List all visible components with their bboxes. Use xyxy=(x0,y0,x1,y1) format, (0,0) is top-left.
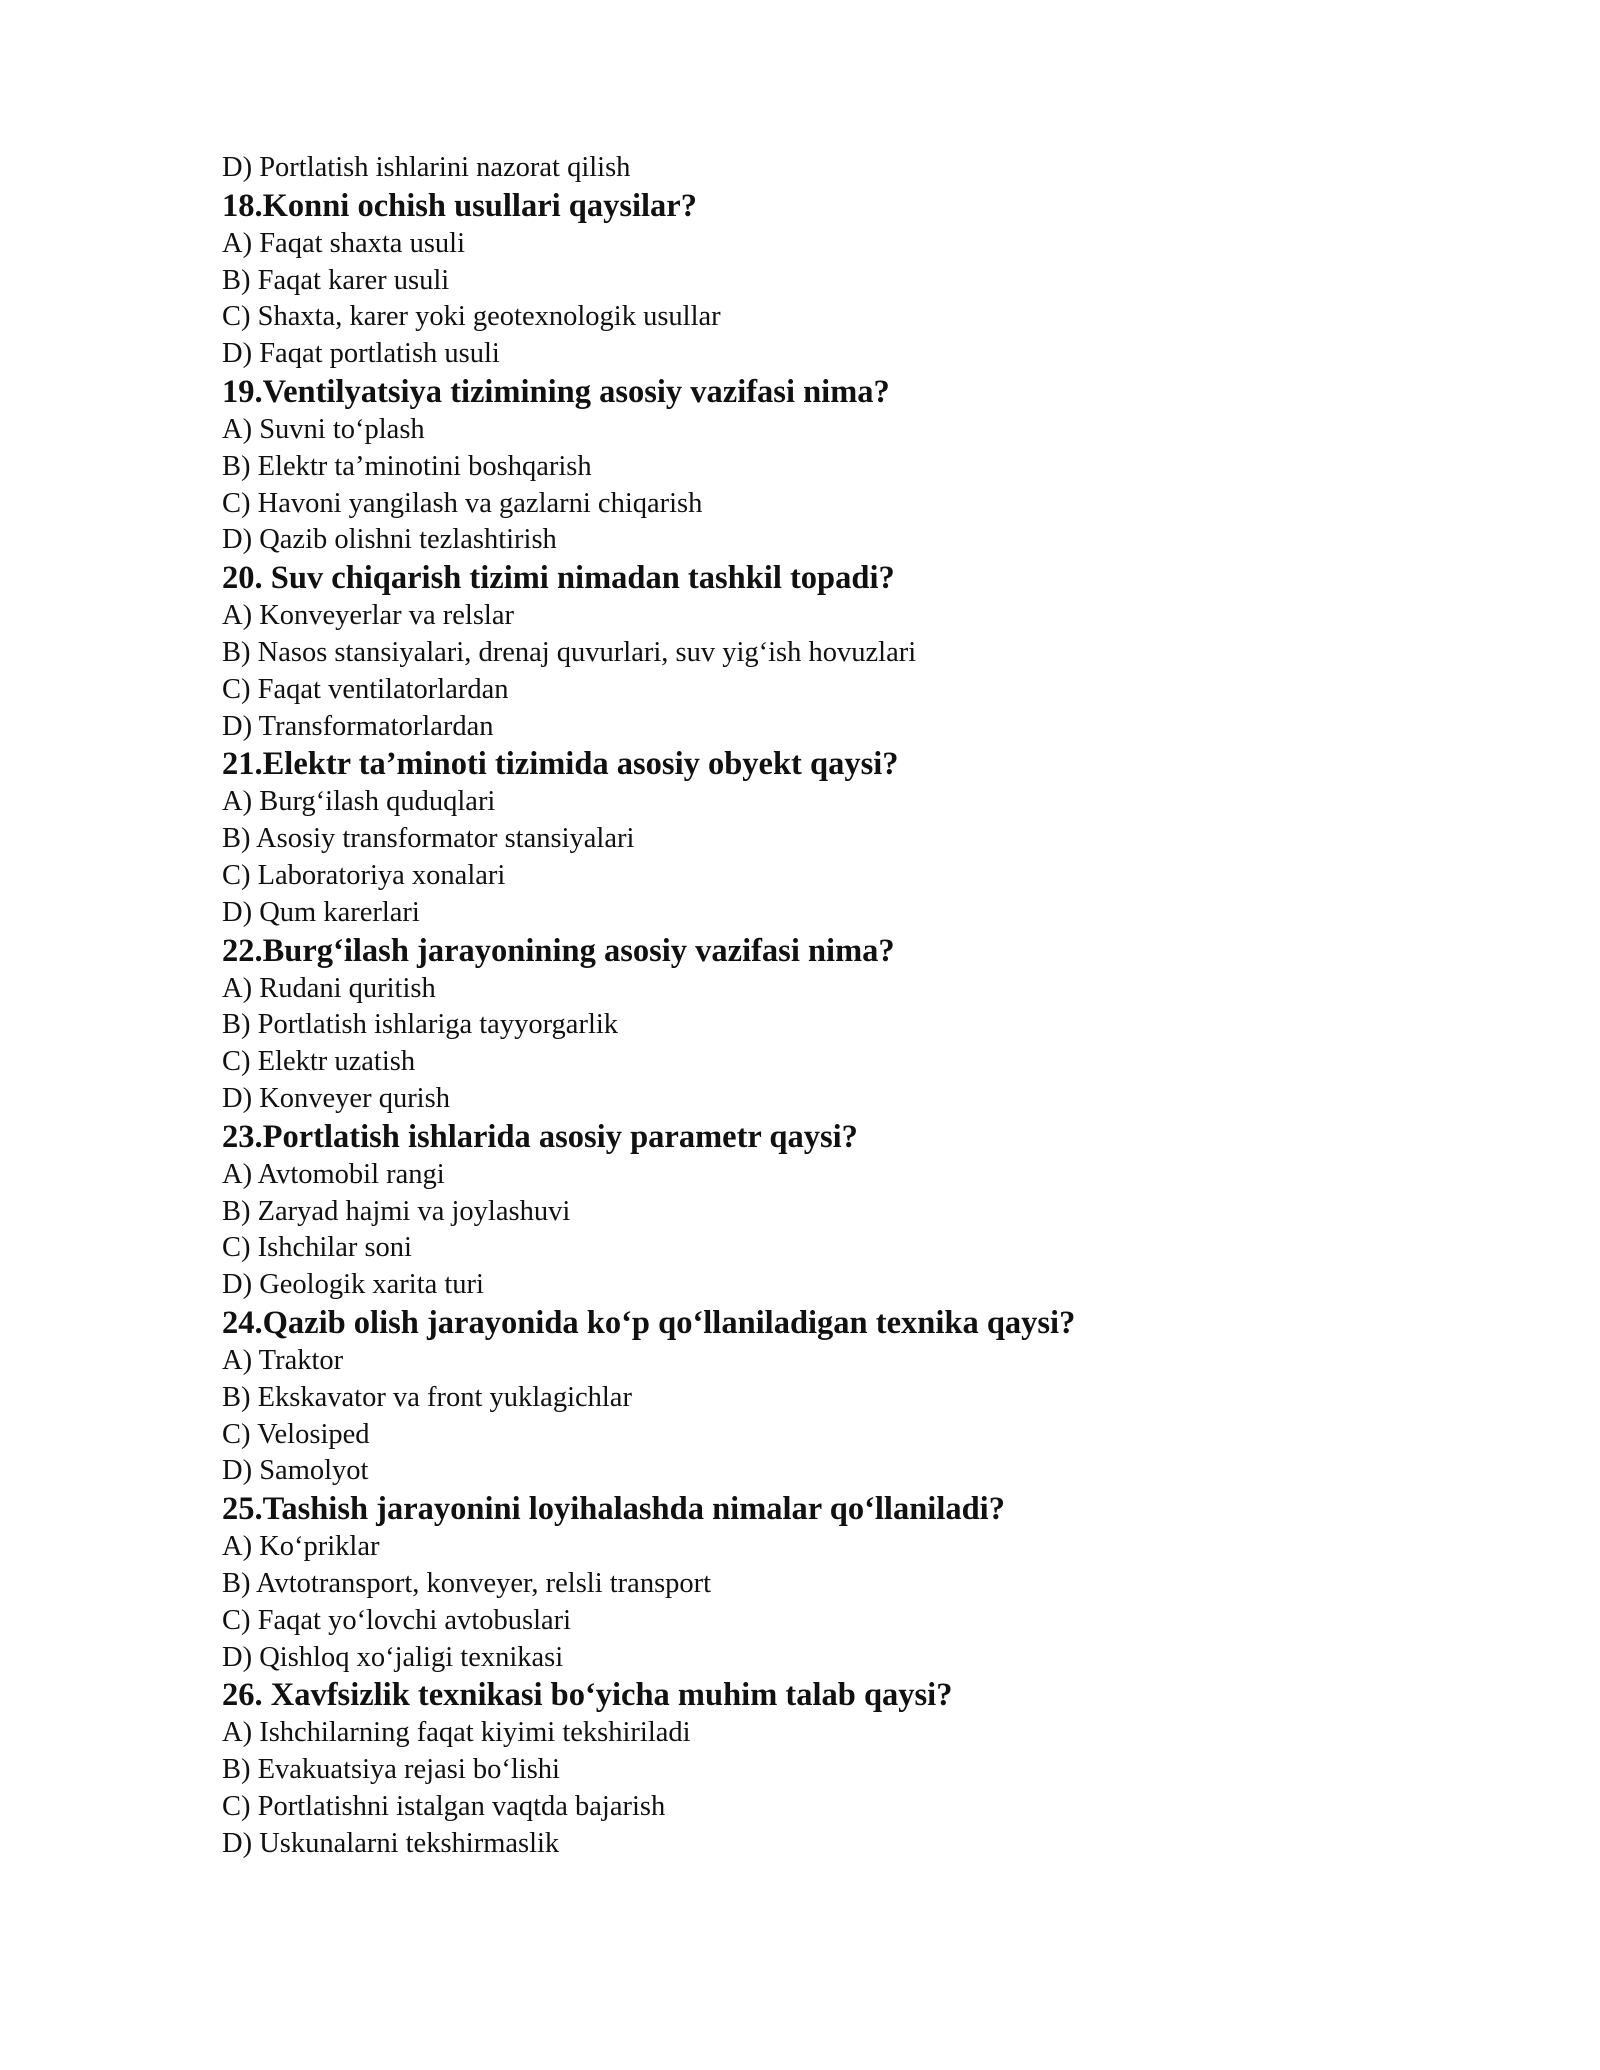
answer-option: D) Qum karerlari xyxy=(222,896,420,928)
answer-option: B) Nasos stansiyalari, drenaj quvurlari, suv yig‘ish hovuzlari xyxy=(222,636,917,668)
question-title: 23.Portlatish ishlarida asosiy parametr qaysi? xyxy=(222,1118,858,1155)
answer-option: D) Faqat portlatish usuli xyxy=(222,338,500,370)
answer-option: D) Transformatorlardan xyxy=(222,710,494,742)
answer-option: D) Portlatish ishlarini nazorat qilish xyxy=(222,152,631,183)
answer-option: B) Avtotransport, konveyer, relsli transport xyxy=(222,1567,712,1599)
question-title: 21.Elektr ta’minoti tizimida asosiy obyekt qaysi? xyxy=(222,746,899,783)
answer-option: A) Ko‘priklar xyxy=(222,1531,380,1563)
answer-option: C) Elektr uzatish xyxy=(222,1046,416,1078)
question-title: 20. Suv chiqarish tizimi nimadan tashkil topadi? xyxy=(222,560,895,597)
answer-option: B) Ekskavator va front yuklagichlar xyxy=(222,1381,632,1413)
question-title: 19.Ventilyatsiya tizimining asosiy vazifasi nima? xyxy=(222,373,890,410)
document-page xyxy=(222,150,1522,1862)
question-title: 22.Burg‘ilash jarayonining asosiy vazifasi nima? xyxy=(222,932,895,969)
question-title: 24.Qazib olish jarayonida ko‘p qo‘llaniladigan texnika qaysi? xyxy=(222,1304,1076,1341)
answer-option: D) Samolyot xyxy=(222,1455,369,1487)
answer-option: D) Geologik xarita turi xyxy=(222,1269,484,1301)
question-title: 25.Tashish jarayonini loyihalashda nimalar qo‘llaniladi? xyxy=(222,1491,1005,1528)
answer-option: A) Avtomobil rangi xyxy=(222,1158,445,1190)
answer-option: A) Konveyerlar va relslar xyxy=(222,600,514,632)
answer-option: A) Traktor xyxy=(222,1344,344,1376)
answer-option: D) Qazib olishni tezlashtirish xyxy=(222,524,557,556)
answer-option: B) Asosiy transformator stansiyalari xyxy=(222,823,635,855)
answer-option: A) Suvni to‘plash xyxy=(222,413,425,445)
answer-option: A) Rudani quritish xyxy=(222,972,436,1004)
answer-option: C) Ishchilar soni xyxy=(222,1232,412,1264)
answer-option: C) Faqat yo‘lovchi avtobuslari xyxy=(222,1604,572,1636)
answer-option: D) Uskunalarni tekshirmaslik xyxy=(222,1827,560,1859)
answer-option: B) Elektr ta’minotini boshqarish xyxy=(222,450,592,482)
answer-option: B) Zaryad hajmi va joylashuvi xyxy=(222,1195,571,1227)
answer-option: B) Portlatish ishlariga tayyorgarlik xyxy=(222,1009,619,1041)
answer-option: C) Velosiped xyxy=(222,1418,370,1450)
answer-option: B) Evakuatsiya rejasi bo‘lishi xyxy=(222,1754,560,1786)
answer-option: C) Shaxta, karer yoki geotexnologik usullar xyxy=(222,301,721,333)
answer-option: C) Portlatishni istalgan vaqtda bajarish xyxy=(222,1790,666,1822)
question-title: 26. Xavfsizlik texnikasi bo‘yicha muhim talab qaysi? xyxy=(222,1677,953,1714)
answer-option: C) Havoni yangilash va gazlarni chiqarish xyxy=(222,487,703,519)
answer-option: C) Faqat ventilatorlardan xyxy=(222,673,509,705)
question-title: 18.Konni ochish usullari qaysilar? xyxy=(222,187,697,224)
answer-option: C) Laboratoriya xonalari xyxy=(222,859,506,891)
answer-option: D) Qishloq xo‘jaligi texnikasi xyxy=(222,1641,564,1673)
answer-option: A) Burg‘ilash quduqlari xyxy=(222,786,496,818)
answer-option: B) Faqat karer usuli xyxy=(222,264,450,296)
answer-option: D) Konveyer qurish xyxy=(222,1082,450,1114)
answer-option: A) Ishchilarning faqat kiyimi tekshiriladi xyxy=(222,1717,691,1749)
answer-option: A) Faqat shaxta usuli xyxy=(222,227,466,259)
